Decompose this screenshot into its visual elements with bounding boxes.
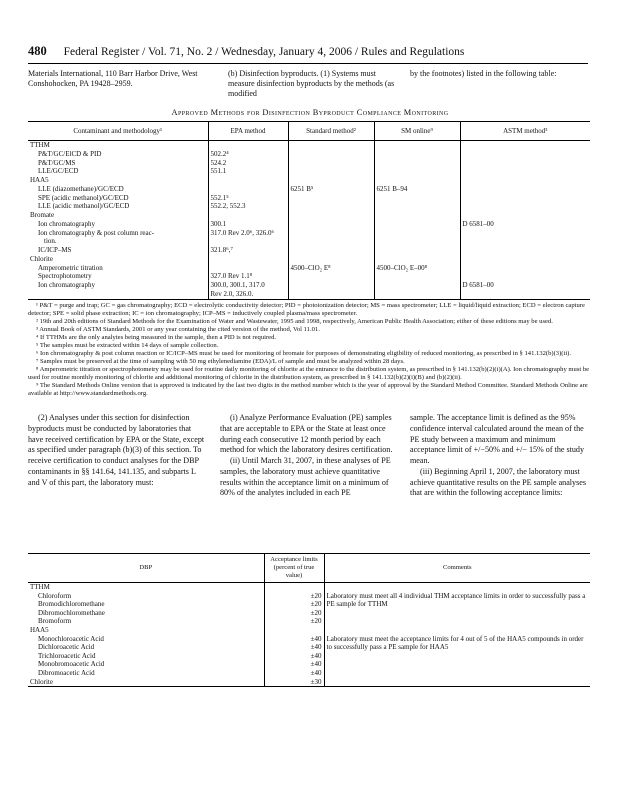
- method-cell: [288, 237, 374, 246]
- method-cell: 321.8⁶,⁷: [208, 246, 288, 255]
- limit-cell: ±20: [264, 600, 324, 609]
- body-col3: [410, 413, 588, 499]
- limit-cell: ±20: [264, 617, 324, 626]
- contaminant-cell: P&T/GC/ElCD & PID: [38, 149, 102, 158]
- running-header: [28, 44, 588, 60]
- method-cell: [288, 150, 374, 159]
- table-row: [28, 290, 590, 299]
- method-cell: [288, 281, 374, 290]
- method-cell: [288, 272, 374, 281]
- method-cell: 552.2, 552.3: [208, 202, 288, 211]
- body-col2: [220, 413, 398, 499]
- method-cell: [374, 281, 460, 290]
- method-cell: [460, 167, 590, 176]
- footnote: ³ Annual Book of ASTM Standards, 2001 or any year containing the cited version of the method, Vol 11.01.: [36, 326, 320, 334]
- table-row: [28, 176, 590, 185]
- method-cell: 524.2: [208, 159, 288, 168]
- method-cell: [288, 202, 374, 211]
- method-cell: [288, 220, 374, 229]
- limit-cell: [264, 626, 324, 635]
- method-cell: [288, 255, 374, 264]
- method-cell: [374, 167, 460, 176]
- col-header-astm: ASTM method³: [460, 122, 590, 141]
- footnote: ² 19th and 20th editions of Standard Methods for the Examination of Water and Wastewater, 1995 and 1998, respectively, American Public Health Association; either of these editions may be used.: [36, 318, 553, 326]
- method-cell: [288, 211, 374, 220]
- limit-cell: ±30: [264, 678, 324, 687]
- method-cell: 327.0 Rev 1.1⁸: [208, 272, 288, 281]
- comment-cell: [324, 626, 590, 635]
- method-cell: [208, 237, 288, 246]
- body-col1: [28, 413, 206, 488]
- table-row: [28, 159, 590, 168]
- method-cell: [460, 246, 590, 255]
- comment-cell: [324, 583, 590, 592]
- table-row: [28, 255, 590, 264]
- method-cell: [374, 202, 460, 211]
- method-cell: [460, 141, 590, 150]
- contaminant-cell: Amperometric titration: [38, 263, 103, 272]
- method-cell: [460, 159, 590, 168]
- body-paragraph: (iii) Beginning April 1, 2007, the laboratory must achieve quantitative results on the PE sample analyses that are within the following acceptance limits:: [410, 466, 586, 498]
- table-row: [28, 583, 590, 592]
- method-cell: D 6581–00: [460, 281, 590, 290]
- method-cell: [374, 176, 460, 185]
- method-cell: [288, 176, 374, 185]
- method-cell: [208, 141, 288, 150]
- method-cell: [288, 290, 374, 299]
- dbp-cell: Dichloroacetic Acid: [38, 643, 95, 652]
- table-row: [28, 202, 590, 211]
- table-row: [28, 237, 590, 246]
- method-cell: 502.2⁴: [208, 150, 288, 159]
- col-header-epa: EPA method: [208, 122, 288, 141]
- dbp-cell: HAA5: [30, 625, 49, 634]
- contaminant-cell: LLE/GC/ECD: [38, 167, 79, 176]
- method-cell: [460, 255, 590, 264]
- table-row: [28, 626, 590, 635]
- limit-cell: ±40: [264, 660, 324, 669]
- table-row: [28, 185, 590, 194]
- limit-cell: ±20: [264, 592, 324, 601]
- contaminant-cell: IC/ICP–MS: [38, 246, 72, 254]
- table-row: [28, 211, 590, 220]
- method-cell: [208, 211, 288, 220]
- limit-cell: ±40: [264, 652, 324, 661]
- method-cell: [460, 264, 590, 273]
- footnote: ⁵ The samples must be extracted within 14 days of sample collection.: [36, 342, 219, 350]
- table-row: [28, 246, 590, 255]
- page-number: 480: [28, 44, 47, 58]
- method-cell: [374, 246, 460, 255]
- method-cell: 4500–ClO₂ E⁸: [288, 264, 374, 273]
- table1-header-row: [28, 122, 590, 141]
- footnote: ⁸ Amperometric titration or spectrophotometry may be used for routine daily monitoring of chlorite at the entrance to the distribution system, as prescribed in § 141.132(b)(2)(i)(A). Ion chromatography must be used for routine monthly monitoring of chlorite and additional monitoring of chlorite in the distribution system, as prescribed in § 141.132(b)(2)(i)(B) and (b)(2)(ii).: [28, 366, 590, 382]
- dbp-cell: Dibromoacetic Acid: [38, 668, 95, 677]
- col-header-acceptance: Acceptance limits (percent of true value): [264, 554, 324, 583]
- method-cell: [460, 211, 590, 220]
- dbp-cell: Monochloroacetic Acid: [38, 634, 104, 643]
- method-cell: [374, 272, 460, 281]
- col-header-dbp: DBP: [28, 554, 264, 583]
- method-cell: [460, 150, 590, 159]
- running-title: Federal Register / Vol. 71, No. 2 / Wednesday, January 4, 2006 / Rules and Regulations: [63, 46, 465, 58]
- contaminant-cell: [28, 290, 208, 299]
- method-cell: [288, 141, 374, 150]
- col-header-standard: Standard method²: [288, 122, 374, 141]
- method-cell: [288, 167, 374, 176]
- method-cell: [374, 290, 460, 299]
- contaminant-cell: Chlorite: [30, 254, 53, 263]
- table-row: [28, 220, 590, 229]
- contaminant-cell: tion.: [44, 237, 57, 246]
- method-cell: [460, 185, 590, 194]
- method-cell: [460, 202, 590, 211]
- intro-col1: Materials International, 110 Barr Harbor Drive, West Conshohocken, PA 19428–2959.: [28, 69, 198, 88]
- method-cell: 552.1⁵: [208, 194, 288, 203]
- method-cell: 551.1: [208, 167, 288, 176]
- method-cell: [208, 255, 288, 264]
- contaminant-cell: LLE (diazomethane)/GC/ECD: [38, 184, 124, 193]
- table-row: [28, 635, 590, 644]
- dbp-cell: Chloroform: [38, 591, 72, 600]
- method-cell: 4500–ClO₂ E–00⁸: [374, 264, 460, 273]
- table-row: [28, 141, 590, 150]
- dbp-cell: Bromodichloromethane: [38, 600, 105, 609]
- table-row: [28, 194, 590, 203]
- col-header-sm-online: SM online⁹: [374, 122, 460, 141]
- method-cell: [208, 185, 288, 194]
- limit-cell: ±40: [264, 643, 324, 652]
- contaminant-cell: TTHM: [30, 141, 50, 149]
- acceptance-limits-table: [28, 553, 590, 687]
- method-cell: [374, 194, 460, 203]
- dbp-cell: Trichloroacetic Acid: [38, 651, 96, 660]
- table2-header-row: [28, 554, 590, 583]
- table-row: [28, 150, 590, 159]
- method-cell: [374, 141, 460, 150]
- method-cell: [374, 159, 460, 168]
- methods-table: [28, 121, 590, 300]
- comment-cell: Laboratory must meet the acceptance limits for 4 out of 5 of the HAA5 compounds in order to successfully pass a PE sample for HAA5: [324, 635, 590, 678]
- contaminant-cell: Spectrophotometry: [38, 272, 92, 281]
- method-cell: [460, 229, 590, 238]
- table-row: [28, 678, 590, 687]
- contaminant-cell: Ion chromatography: [38, 281, 95, 289]
- body-paragraph: (i) Analyze Performance Evaluation (PE) samples that are acceptable to EPA or the State at least once during each consecutive 12 month period by each method for which the laboratory desires certification.: [220, 413, 393, 455]
- contaminant-cell: Ion chromatography: [38, 219, 95, 228]
- method-cell: [460, 272, 590, 281]
- dbp-cell: TTHM: [30, 583, 50, 591]
- intro-col2: (b) Disinfection byproducts. (1) Systems must measure disinfection byproducts by the methods (as modified: [228, 69, 395, 98]
- contaminant-cell: LLE (acidic methanol)/GC/ECD: [38, 202, 130, 211]
- body-paragraph: sample. The acceptance limit is defined as the 95% confidence interval calculated around the mean of the PE study between a maximum and minimum acceptance limit of +/−50% and +/− 15% of the study mean.: [410, 413, 585, 465]
- method-cell: [374, 220, 460, 229]
- dbp-cell: Bromoform: [38, 617, 72, 626]
- method-cell: [460, 194, 590, 203]
- contaminant-cell: Ion chromatography & post column reac-: [38, 228, 155, 237]
- footnote: ⁷ Samples must be preserved at the time of sampling with 50 mg ethylenediamine (EDA)/L of sample and must be analyzed within 28 days.: [36, 358, 405, 366]
- contaminant-cell: Bromate: [30, 211, 55, 219]
- contaminant-cell: SPE (acidic methanol)/GC/ECD: [38, 193, 129, 202]
- method-cell: [374, 211, 460, 220]
- method-cell: [460, 237, 590, 246]
- table-row: [28, 167, 590, 176]
- method-cell: [288, 194, 374, 203]
- footnote: ¹ P&T = purge and trap; GC = gas chromatography; ECD = electrolytic conductivity detector; PID = photoionization detector; MS = mass spectrometer; LLE = liquid/liquid extraction; ECD = electron capture detector; SPE = solid phase extraction; IC = ion chromatography; ICP–MS = inductively coupled plasma/mass spectrometer.: [28, 302, 585, 318]
- method-cell: [374, 255, 460, 264]
- intro-col3: by the footnotes) listed in the following table:: [410, 69, 557, 78]
- dbp-cell: Monobromoacetic Acid: [38, 660, 105, 669]
- table-row: [28, 592, 590, 601]
- limit-cell: ±40: [264, 669, 324, 678]
- table-row: [28, 264, 590, 273]
- contaminant-cell: HAA5: [30, 176, 49, 184]
- table-row: [28, 272, 590, 281]
- table-row: [28, 229, 590, 238]
- method-cell: 317.0 Rev 2.0⁶, 326.0⁶: [208, 229, 288, 238]
- method-cell: [460, 290, 590, 299]
- table1-title: Approved Methods for Disinfection Byproduct Compliance Monitoring: [171, 108, 449, 117]
- comment-cell: Laboratory must meet all 4 individual THM acceptance limits in order to successfully pass a PE sample for TTHM: [324, 592, 590, 626]
- method-cell: 6251 B–94: [374, 185, 460, 194]
- method-cell: [208, 264, 288, 273]
- footnote: ⁶ Ion chromatography & post column reaction or IC/ICP–MS must be used for monitoring of bromate for purposes of demonstrating eligibility of reduced monitoring, as prescribed in § 141.132(b)(3)(ii).: [36, 350, 572, 358]
- method-cell: [374, 229, 460, 238]
- footnote: ⁴ If TTHMs are the only analytes being measured in the sample, then a PID is not required.: [36, 334, 277, 342]
- table-row: [28, 281, 590, 290]
- method-cell: [288, 246, 374, 255]
- method-cell: [288, 229, 374, 238]
- method-cell: Rev 2.0, 326.0.: [208, 290, 288, 299]
- body-paragraph: (2) Analyses under this section for disinfection byproducts must be conducted by laboratories that have received certification by EPA or the State, except as specified under paragraph (b)(3) of this section. To receive certification to conduct analyses for the DBP contaminants in §§ 141.64, 141.135, and subparts L and V of this part, the laboratory must:: [28, 413, 205, 487]
- body-paragraph: (ii) Until March 31, 2007, in these analyses of PE samples, the laboratory must achieve quantitative results within the acceptance limit on a minimum of 80% of the analytes included in each PE: [220, 456, 391, 498]
- dbp-cell: Chlorite: [28, 678, 264, 687]
- comment-cell: [324, 678, 590, 687]
- col-header-comments: Comments: [324, 554, 590, 583]
- limit-cell: ±40: [264, 635, 324, 644]
- table1-footnotes: [28, 302, 590, 398]
- method-cell: 300.1: [208, 220, 288, 229]
- limit-cell: ±20: [264, 609, 324, 618]
- col-header-contaminant: Contaminant and methodology¹: [28, 122, 208, 141]
- footnote: ⁹ The Standard Methods Online version that is approved is indicated by the last two digits in the method number which is the year of approval by the Standard Method Committee. Standard Methods Online are available at http://www.standardmethods.org.: [28, 382, 588, 398]
- method-cell: 300.0, 300.1, 317.0: [208, 281, 288, 290]
- method-cell: [208, 176, 288, 185]
- method-cell: [288, 159, 374, 168]
- method-cell: [374, 150, 460, 159]
- limit-cell: [264, 583, 324, 592]
- contaminant-cell: P&T/GC/MS: [38, 158, 76, 167]
- header-rule: [28, 63, 588, 64]
- method-cell: [374, 237, 460, 246]
- method-cell: [460, 176, 590, 185]
- dbp-cell: Dibromochloromethane: [38, 608, 105, 617]
- method-cell: 6251 B⁵: [288, 185, 374, 194]
- method-cell: D 6581–00: [460, 220, 590, 229]
